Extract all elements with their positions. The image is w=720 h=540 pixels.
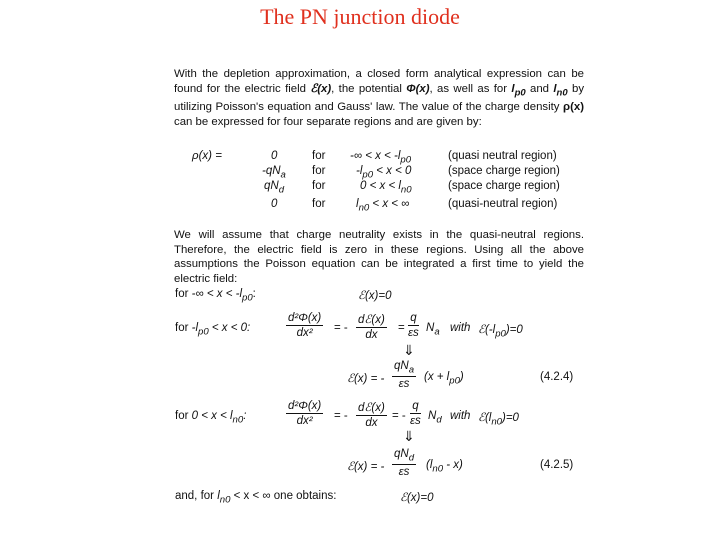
rho-value: 0 xyxy=(271,198,278,210)
rho-range: $0 < x < l_{n0}$ xyxy=(360,180,412,196)
for-label: for xyxy=(312,165,326,177)
rho-range: $-l_{p0} < x < 0$ xyxy=(356,165,412,181)
for-label: for xyxy=(312,150,326,162)
equals-minus: = - xyxy=(334,322,348,334)
boundary-condition: $ℰ(l_{n0})=0$ xyxy=(478,412,519,428)
with-label: with xyxy=(450,410,471,422)
eq1-result: ℰ(x)=0 xyxy=(358,290,392,302)
block1-condition: for $-l_{p0} < x < 0$: xyxy=(175,322,251,338)
with-label: with xyxy=(450,322,471,334)
rho-value: 0 xyxy=(271,150,278,162)
field-result-lhs: ℰ(x) = - xyxy=(347,373,385,385)
slide-title: The PN junction diode xyxy=(260,4,460,29)
field-result-tail: $(x + l_{p0})$ xyxy=(424,371,464,387)
rho-range: $l_{n0} < x$ < ∞ xyxy=(356,198,410,214)
equals: = xyxy=(398,322,405,334)
rho-value: $-qN_a$ xyxy=(262,165,286,181)
rho-region: (space charge region) xyxy=(448,165,560,177)
neutrality-paragraph: We will assume that charge neutrality exists in the quasi-neutral regions. Therefore, the electric field is zero in these regions. Using all the above assumptions the Poisson equation can be integrated a first time to yield the electric field: xyxy=(174,229,584,285)
intro-paragraph: With the depletion approximation, a closed form analytical expression can be found for the electric field ℰ(x), the potential Φ(x), as well as for $l_{p0}$ and $l_{n0}$ by utilizing Poisson's equation and Gauss' law. The value of the charge density ρ(x) can be expressed for four separate regions and are given by: xyxy=(174,68,585,129)
dE-fraction: dℰ(x) dx xyxy=(358,402,385,429)
field-result-lhs: ℰ(x) = - xyxy=(347,461,385,473)
for-label: for xyxy=(312,198,326,210)
block2-condition: for $0 < x < l_{n0}$: xyxy=(175,410,247,426)
rho-value: $qN_d$ xyxy=(264,180,285,196)
d2phi-fraction: $\frac{\text{d²Φ(x)}}{\text{dx²}}$ xyxy=(288,400,322,427)
final-condition: and, for $l_{n0} < x$ < ∞ one obtains: xyxy=(175,490,337,506)
equals-minus: = - xyxy=(392,410,406,422)
boundary-condition: $ℰ(-l_{p0})=0$ xyxy=(478,324,523,340)
d2phi-fraction: $\frac{\text{d²Φ(x)}}{\text{dx²}}$ xyxy=(288,312,322,339)
qN-over-eps-fraction: $qN_d$ εs xyxy=(394,448,415,479)
rho-region: (quasi neutral region) xyxy=(448,150,557,162)
dE-fraction: dℰ(x) dx xyxy=(358,314,385,341)
doping-term: $N_d$ xyxy=(428,410,442,426)
eq1-condition: for -∞ < $x < -l_{p0}$: xyxy=(175,288,256,304)
final-result: ℰ(x)=0 xyxy=(400,492,434,504)
implies-arrow: ⇓ xyxy=(403,342,415,358)
rho-lhs: ρ(x) = xyxy=(192,150,222,162)
q-over-eps-fraction: $\frac{q}{\varepsilon s}$ xyxy=(408,312,419,339)
rho-region: (quasi-neutral region) xyxy=(448,198,558,210)
for-label: for xyxy=(312,180,326,192)
rho-region: (space charge region) xyxy=(448,180,560,192)
equation-number: (4.2.5) xyxy=(540,459,574,471)
implies-arrow: ⇓ xyxy=(403,428,415,444)
equals-minus: = - xyxy=(334,410,348,422)
doping-term: $N_a$ xyxy=(426,322,440,338)
equation-number: (4.2.4) xyxy=(540,371,574,383)
qN-over-eps-fraction: $qN_a$ εs xyxy=(394,360,415,391)
q-over-eps-fraction: $\frac{q}{\varepsilon s}$ xyxy=(410,400,421,427)
rho-range: -∞ < $x < -l_{p0}$ xyxy=(350,150,412,166)
field-result-tail: $(l_{n0} - x)$ xyxy=(426,459,463,475)
